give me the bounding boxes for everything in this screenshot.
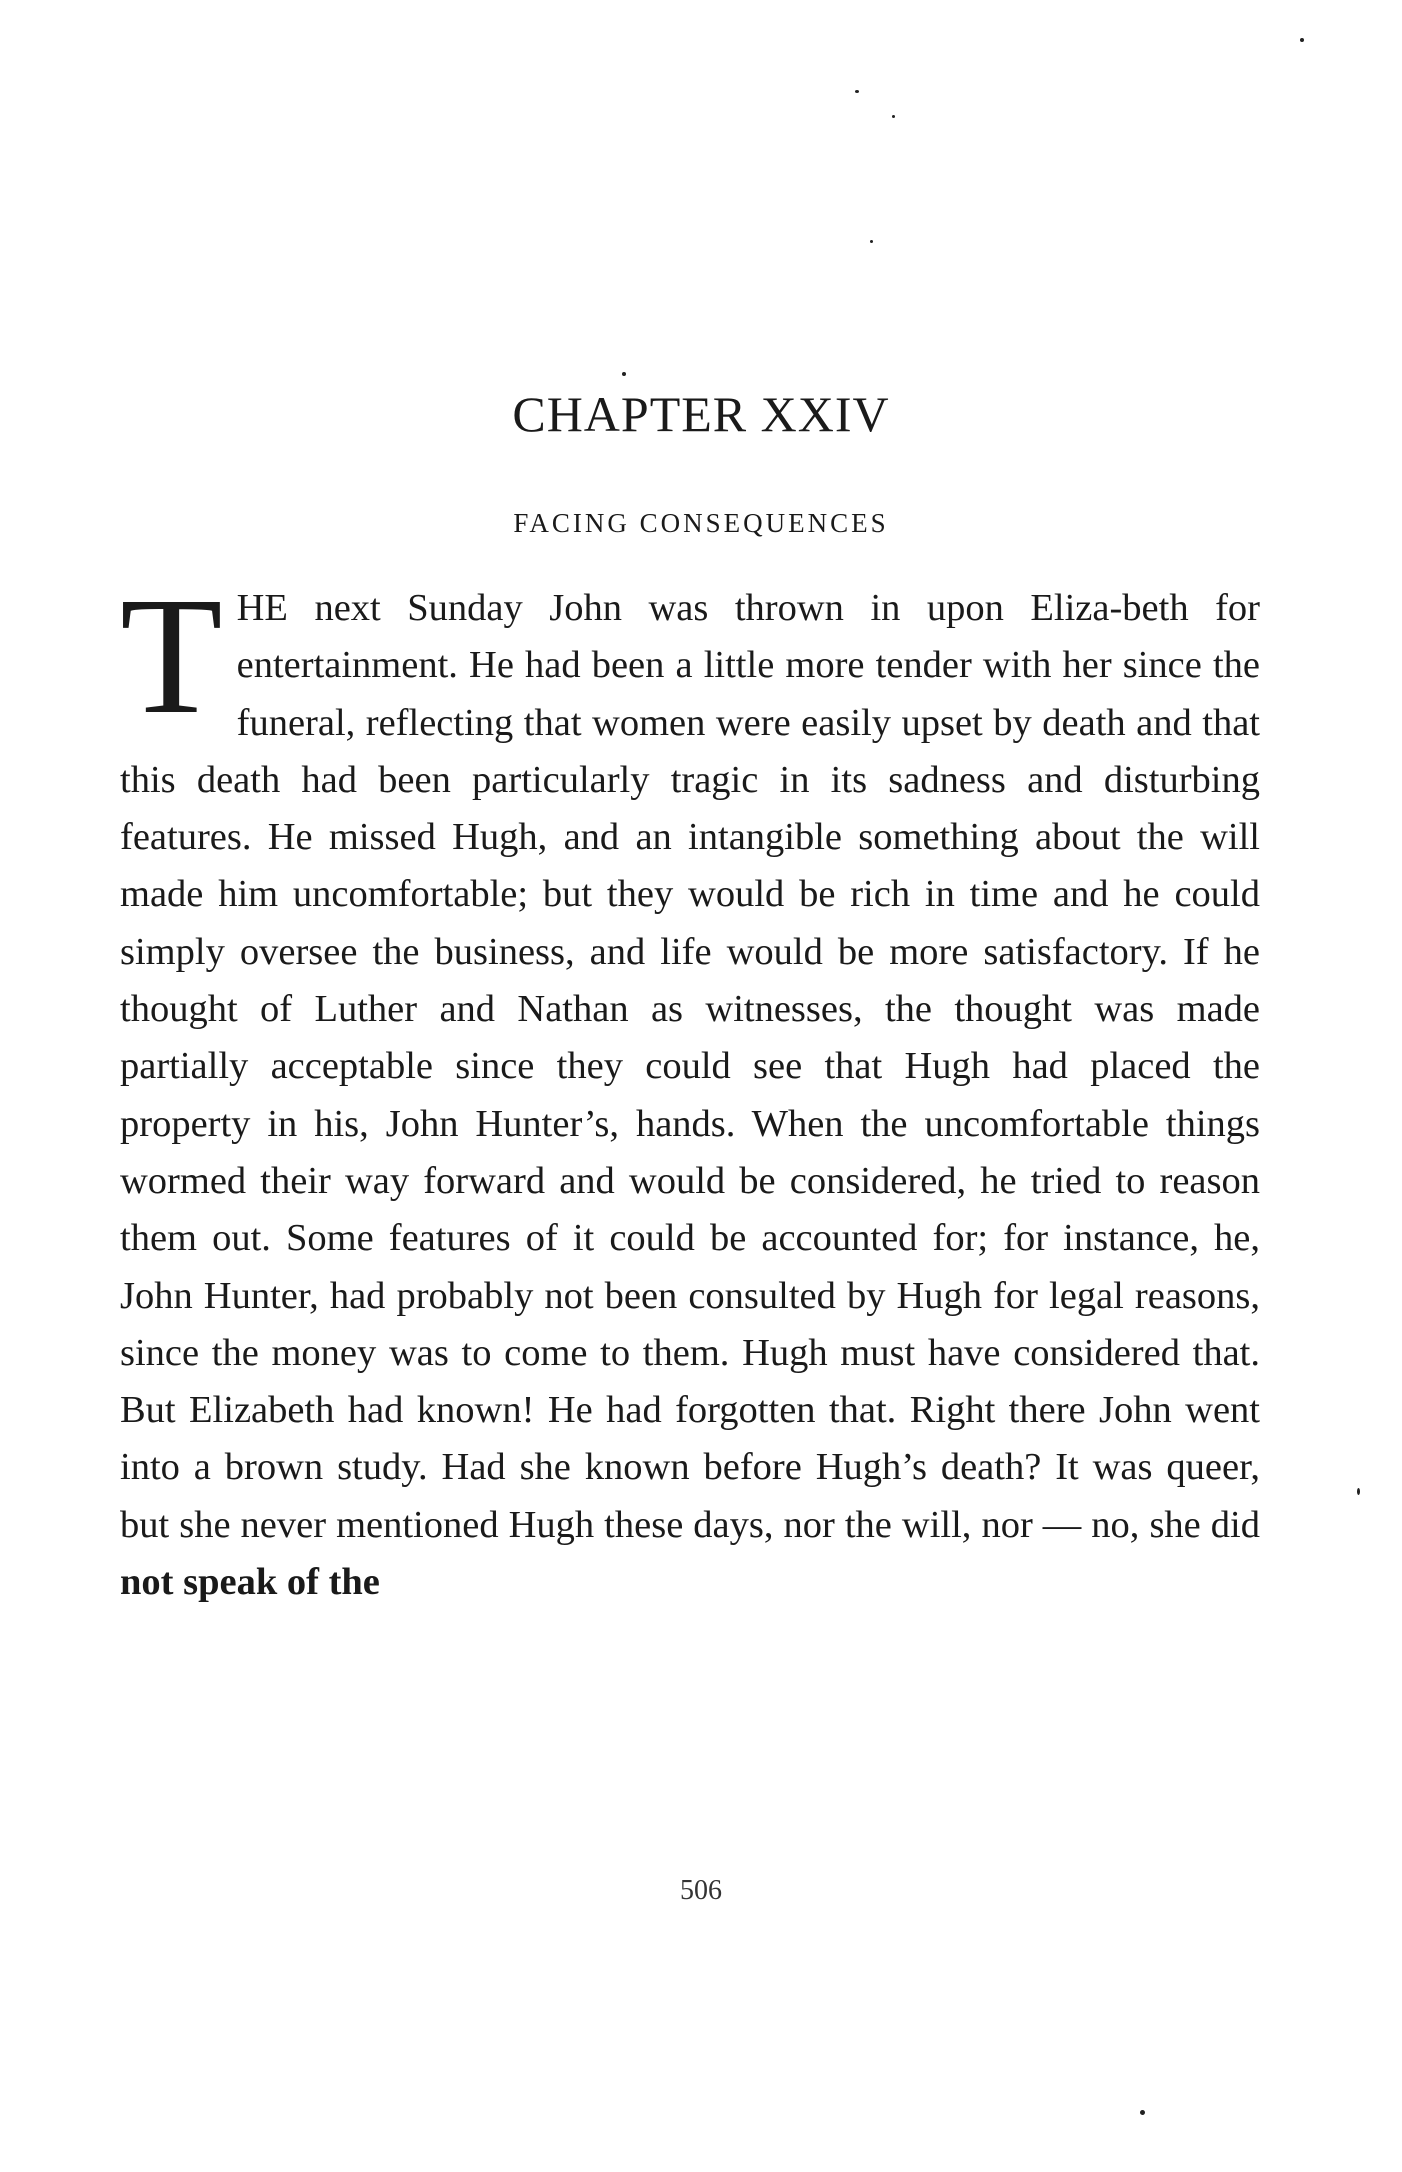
scan-speck [1140, 2110, 1145, 2115]
body-paragraph [120, 563, 1260, 1611]
page-number: 506 [680, 1875, 722, 1906]
drop-cap: T [120, 563, 223, 749]
scan-speck [855, 90, 859, 93]
paragraph-bold-tail: not speak of the [120, 1561, 380, 1604]
paragraph-text: HE next Sunday John was thrown in upon Eliza-beth for entertainment. He had been a little more tender with her since the funeral, reflecting that women were easily upset by death and that this death had been particularly tragic in its sadness and disturbing features. He missed Hugh, and an intangible something about the will made him uncomfortable; but they would be rich in time and he could simply oversee the business, and life would be more satisfactory. If he thought of Luther and Nathan as witnesses, the thought was made partially acceptable since they could see that Hugh had placed the property in his, John Hunter’s, hands. When the uncomfortable things wormed their way forward and would be considered, he tried to reason them out. Some features of it could be accounted for; for instance, he, John Hunter, had probably not been consulted by Hugh for legal reasons, since the money was to come to them. Hugh must have considered that. But Elizabeth had known! He had forgotten that. Right there John went into a brown study. Had she known before Hugh’s death? It was queer, but she never mentioned Hugh these days, nor the will, nor — no, she did [120, 587, 1260, 1546]
scan-speck [892, 115, 895, 118]
scan-speck [1357, 1488, 1360, 1495]
scan-speck [870, 240, 873, 243]
chapter-subtitle: FACING CONSEQUENCES [513, 508, 889, 538]
chapter-title: CHAPTER XXIV [512, 386, 890, 442]
scan-speck [1300, 38, 1304, 42]
scan-speck [622, 372, 626, 376]
